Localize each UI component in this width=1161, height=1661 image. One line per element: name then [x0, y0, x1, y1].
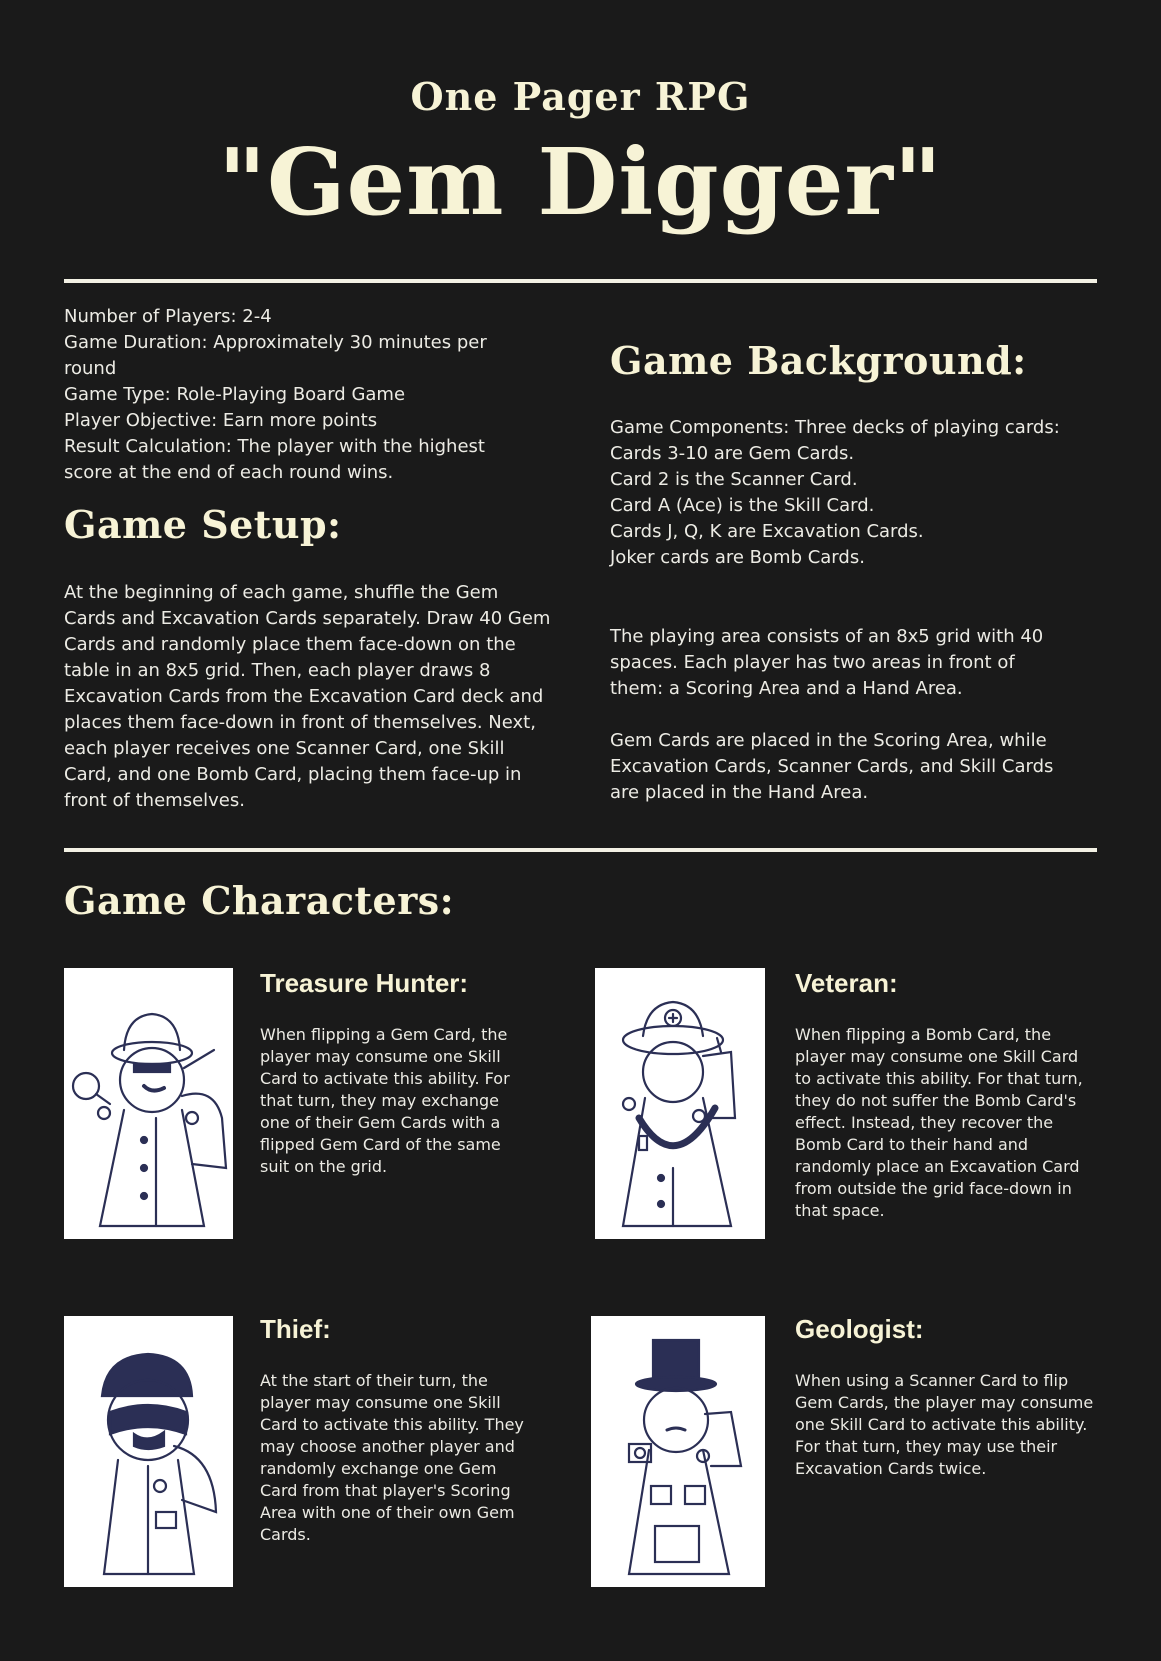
setup-heading: Game Setup: — [64, 502, 342, 547]
components-line: Joker cards are Bomb Cards. — [610, 547, 865, 568]
divider-top — [64, 279, 1097, 283]
setup-paragraph: At the beginning of each game, shuffle the Gem Cards and Excavation Cards separately. Draw 40 Gem Cards and randomly place them face-down on the table in an 8x5 grid. Then, each player draws 8 Excavation Cards from the Excavation Card deck and places them face-down in front of themselves. Next, each player receives one Scanner Card, one Skill Card, and one Bomb Card, placing them face-up in front of themselves. — [64, 582, 551, 811]
character-name-geologist: Geologist: — [795, 1314, 924, 1344]
placement-paragraph: Gem Cards are placed in the Scoring Area, while Excavation Cards, Scanner Cards, and Skill Cards are placed in the Hand Area. — [610, 730, 1054, 803]
info-duration: Game Duration: Approximately 30 minutes per round — [64, 332, 487, 379]
geologist-illustration — [591, 1316, 765, 1587]
character-desc-treasure-hunter: When flipping a Gem Card, the player may consume one Skill Card to activate this ability. For that turn, they may exchange one of their Gem Cards with a flipped Gem Card of the same suit on the grid. — [260, 1025, 510, 1176]
info-players: Number of Players: 2-4 — [64, 306, 272, 327]
components-line: Cards J, Q, K are Excavation Cards. — [610, 521, 924, 542]
components-line: Cards 3-10 are Gem Cards. — [610, 443, 855, 464]
background-components — [610, 415, 1060, 571]
character-name-thief: Thief: — [260, 1314, 331, 1344]
area-paragraph: The playing area consists of an 8x5 grid with 40 spaces. Each player has two areas in front of them: a Scoring Area and a Hand Area. — [610, 626, 1044, 699]
character-name-treasure-hunter: Treasure Hunter: — [260, 968, 469, 998]
components-line: Card A (Ace) is the Skill Card. — [610, 495, 875, 516]
components-line: Card 2 is the Scanner Card. — [610, 469, 858, 490]
info-objective: Player Objective: Earn more points — [64, 410, 378, 431]
game-info — [64, 304, 514, 486]
character-name-veteran: Veteran: — [795, 968, 898, 998]
character-desc-geologist: When using a Scanner Card to flip Gem Cards, the player may consume one Skill Card to activate this ability. For that turn, they may use their Excavation Cards twice. — [795, 1371, 1094, 1478]
character-desc-veteran: When flipping a Bomb Card, the player may consume one Skill Card to activate this ability. For that turn, they do not suffer the Bomb Card's effect. Instead, they recover the Bomb Card to their hand and randomly place an Excavation Card from outside the grid face-down in that space. — [795, 1025, 1083, 1220]
veteran-illustration — [595, 968, 765, 1239]
page-title: "Gem Digger" — [218, 128, 943, 236]
info-type: Game Type: Role-Playing Board Game — [64, 384, 406, 405]
characters-heading: Game Characters: — [64, 878, 455, 923]
page-supertitle: One Pager RPG — [410, 74, 751, 119]
treasure-hunter-illustration — [64, 968, 233, 1239]
divider-middle — [64, 848, 1097, 852]
components-line: Game Components: Three decks of playing cards: — [610, 417, 1060, 438]
setup-text — [64, 580, 554, 814]
info-result: Result Calculation: The player with the highest score at the end of each round wins. — [64, 436, 485, 483]
background-placement — [610, 728, 1060, 806]
background-heading: Game Background: — [610, 338, 1027, 383]
background-area — [610, 624, 1060, 702]
character-desc-thief: At the start of their turn, the player may consume one Skill Card to activate this ability. They may choose another player and randomly exchange one Gem Card from that player's Scoring Area with one of their own Gem Cards. — [260, 1371, 524, 1544]
thief-illustration — [64, 1316, 233, 1587]
